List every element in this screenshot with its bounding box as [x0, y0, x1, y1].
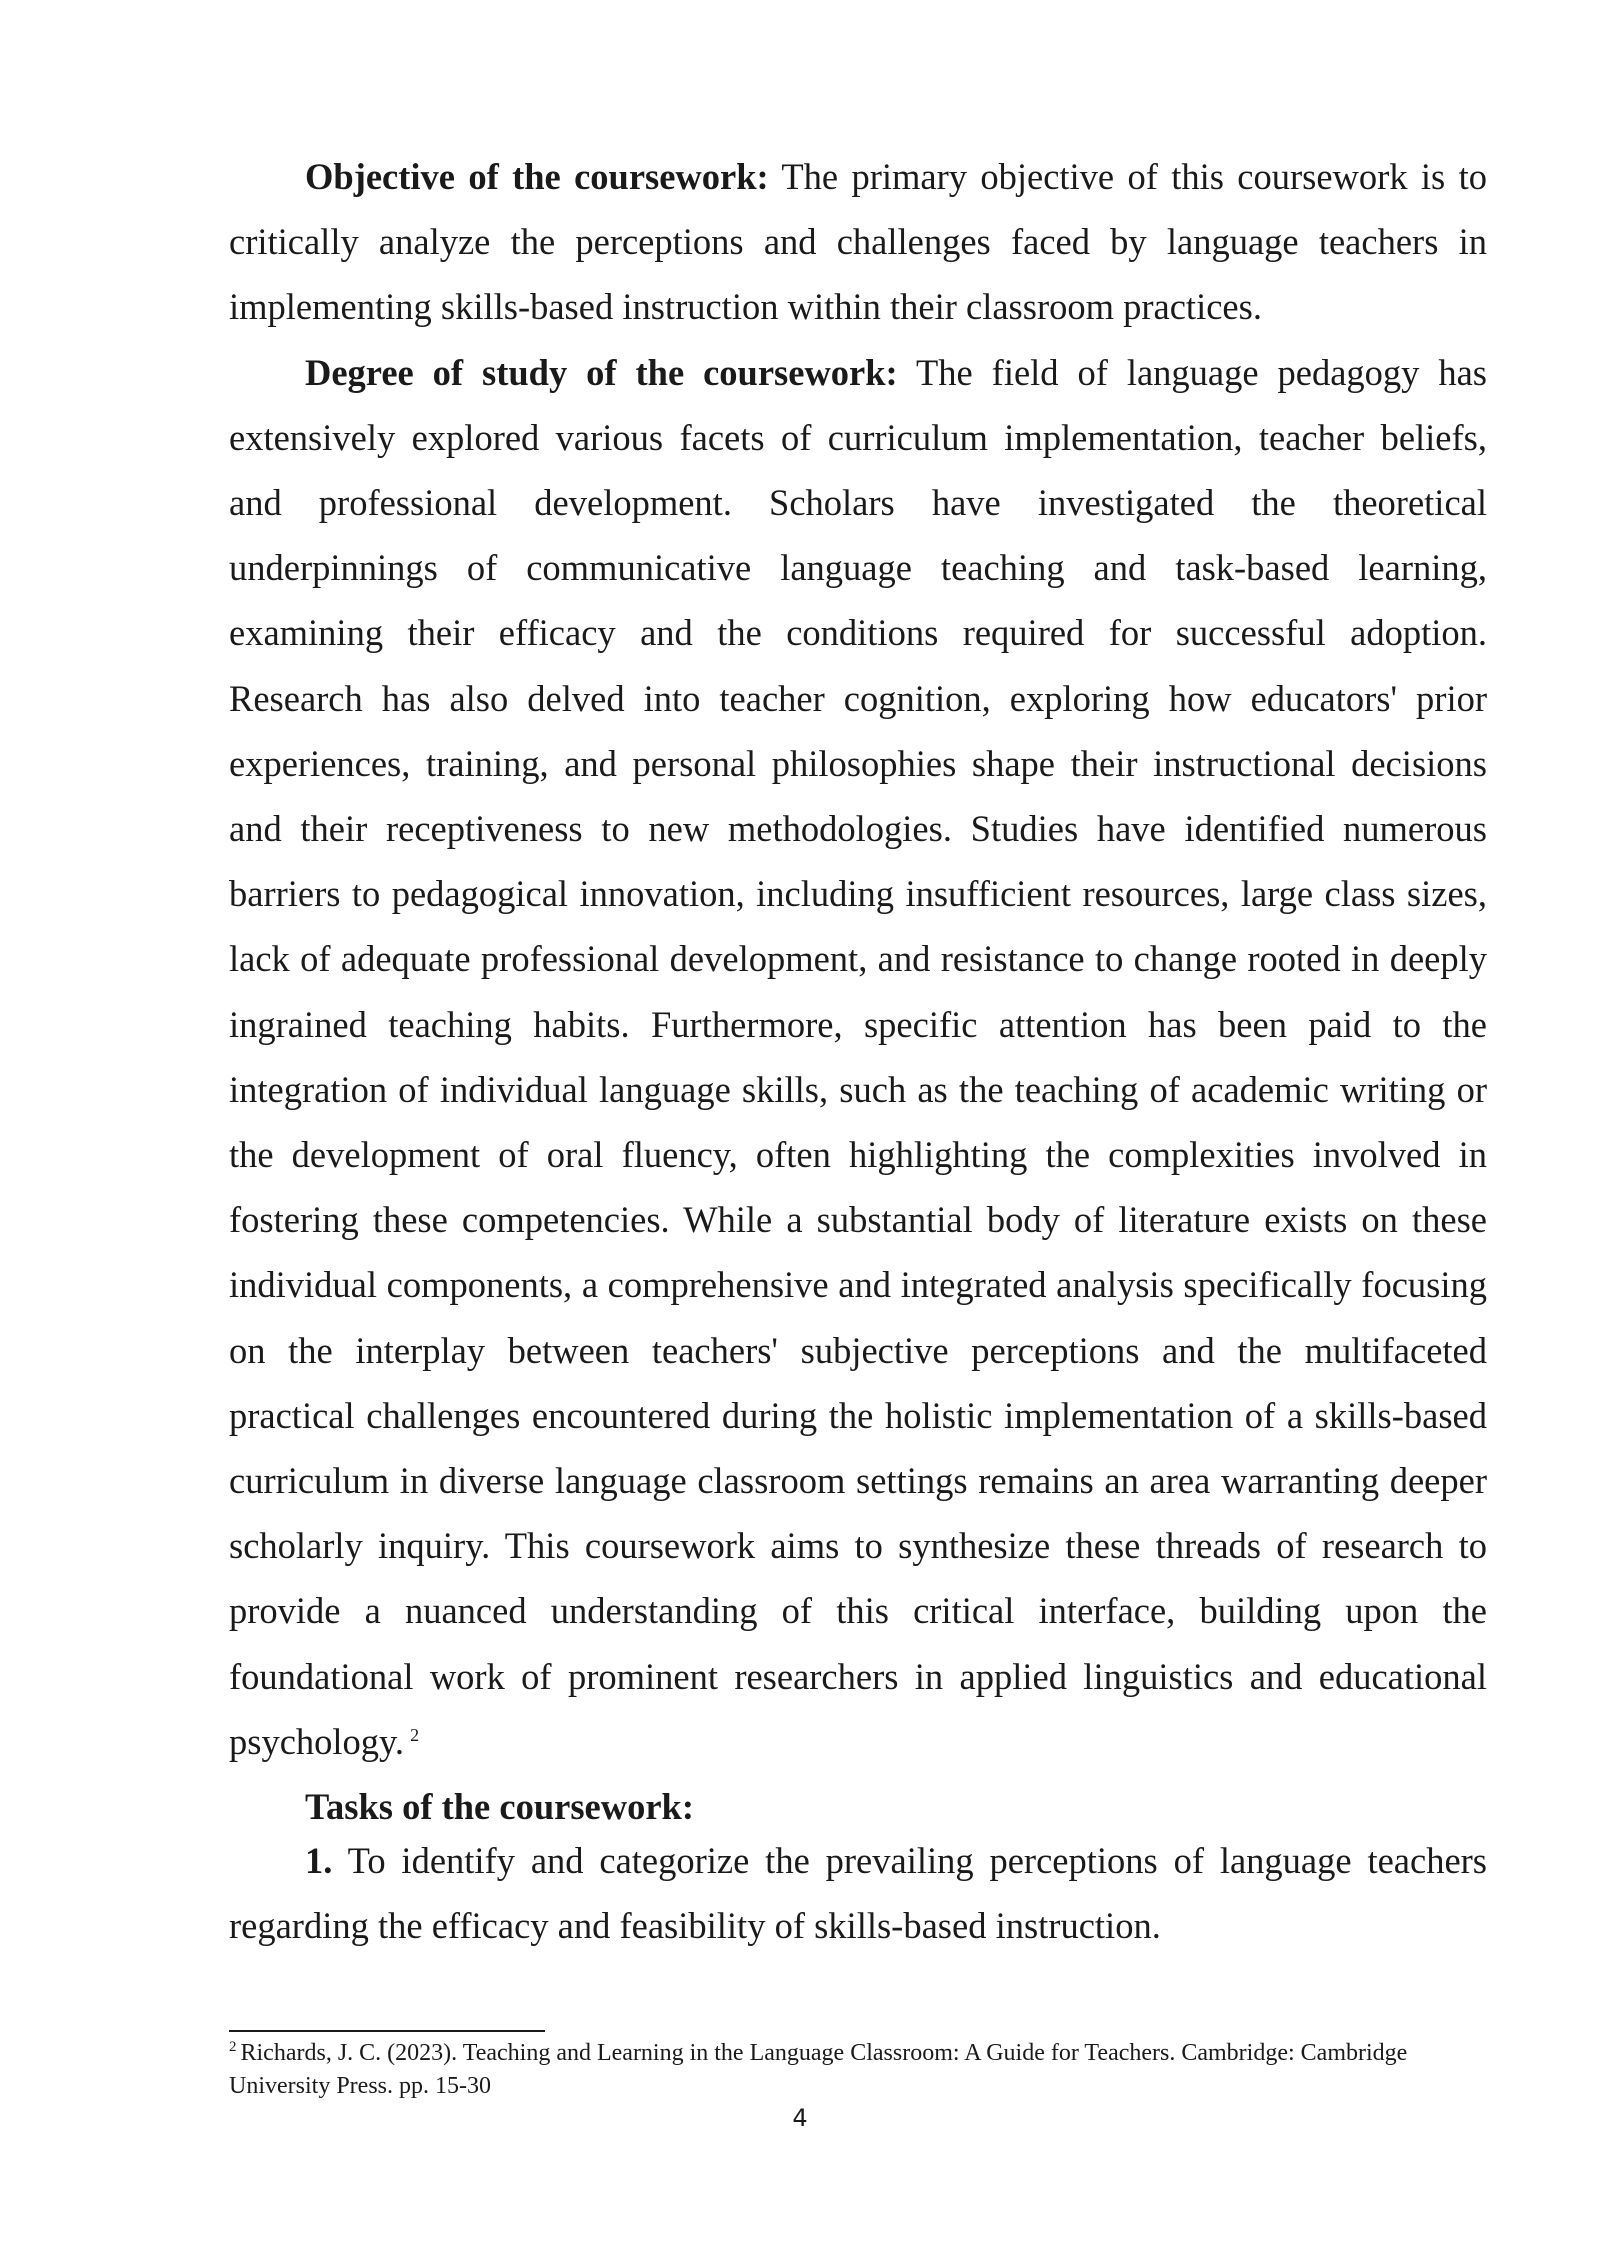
footnote-separator: [229, 2030, 545, 2032]
objective-label: Objective of the coursework:: [305, 156, 769, 197]
task-item: [229, 1828, 1487, 1958]
task-text: To identify and categorize the prevailing perceptions of language teachers regarding the efficacy and feasibility of skills-based instruction.: [229, 1840, 1487, 1947]
tasks-heading: Tasks of the coursework:: [305, 1786, 695, 1827]
degree-text: The field of language pedagogy has extensively explored various facets of curriculum implementation, teacher beliefs, and professional development. Scholars have investigated the theoretical underpinnings of communicative language teaching and task-based learning, examining their efficacy and the conditions required for successful adoption. Research has also delved into teacher cognition, exploring how educators' prior experiences, training, and personal philosophies shape their instructional decisions and their receptiveness to new methodologies. Studies have identified numerous barriers to pedagogical innovation, including insufficient resources, large class sizes, lack of adequate professional development, and resistance to change rooted in deeply ingrained teaching habits. Furthermore, specific attention has been paid to the integration of individual language skills, such as the teaching of academic writing or the development of oral fluency, often highlighting the complexities involved in fostering these competencies. While a substantial body of literature exists on these individual components, a comprehensive and integrated analysis specifically focusing on the interplay between teachers' subjective perceptions and the multifaceted practical challenges encountered during the holistic implementation of a skills-based curriculum in diverse language classroom settings remains an area warranting deeper scholarly inquiry. This coursework aims to synthesize these threads of research to provide a nuanced understanding of this critical interface, building upon the foundational work of prominent researchers in applied linguistics and educational psychology.: [229, 351, 1487, 1762]
degree-paragraph: [229, 340, 1487, 1774]
page-number: 4: [792, 2104, 808, 2132]
objective-paragraph: [229, 144, 1487, 340]
degree-label: Degree of study of the coursework:: [305, 351, 898, 393]
footnote: [229, 2037, 1489, 2103]
body-text: [229, 144, 1487, 1774]
objective-text: The primary objective of this coursework is to critically analyze the perceptions and challenges faced by language teachers in implementing skills-based instruction within their classroom practices.: [229, 156, 1487, 328]
footnote-reference[interactable]: 2: [410, 1724, 420, 1745]
footnote-mark: 2: [229, 2039, 237, 2055]
task-list: [229, 1828, 1487, 1958]
task-number: 1.: [305, 1840, 333, 1881]
footnote-text: Richards, J. C. (2023). Teaching and Learning in the Language Classroom: A Guide for Teachers. Cambridge: Cambridge University Press. pp. 15-30: [229, 2040, 1408, 2099]
